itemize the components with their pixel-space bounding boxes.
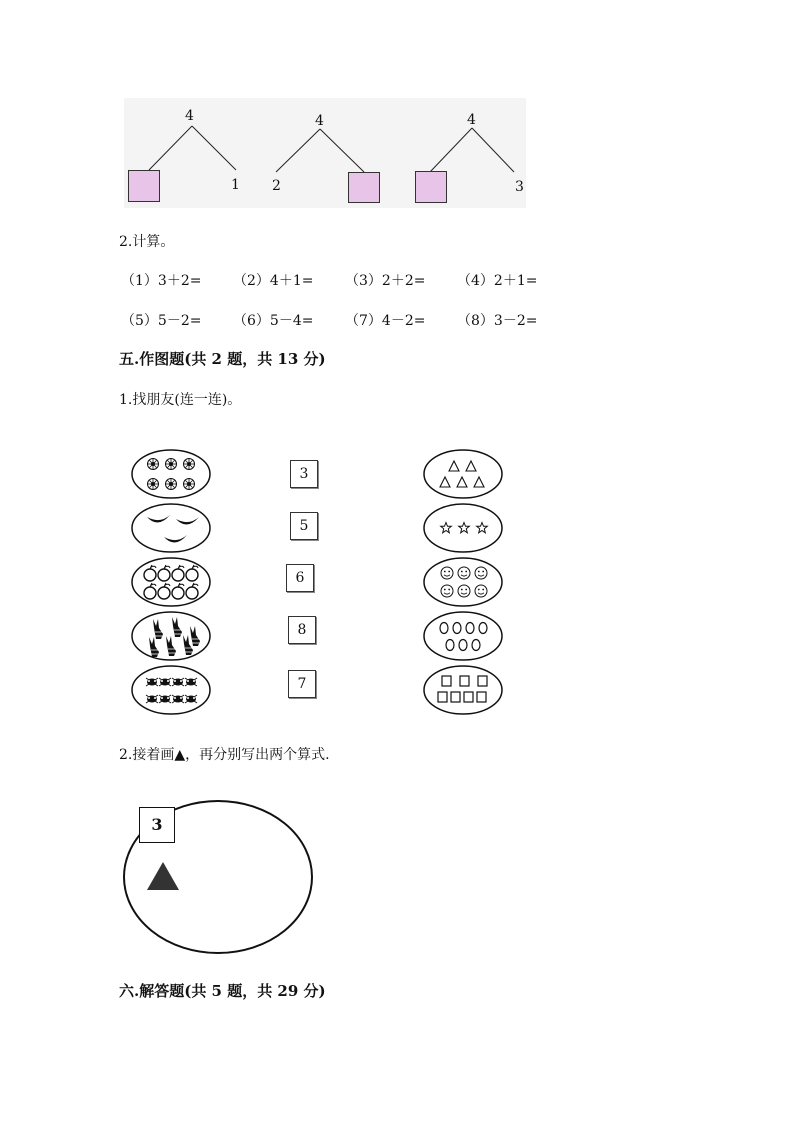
matching-area xyxy=(0,440,794,740)
right-oval-circles[interactable] xyxy=(424,612,502,660)
filled-triangle-icon xyxy=(147,862,179,890)
section-5-title: 五.作图题(共 2 题，共 13 分) xyxy=(119,350,326,368)
calc-item-5: （5）5－2= xyxy=(121,313,202,329)
calc-item-7: （7）4－2= xyxy=(345,313,426,329)
bond-2-left: 2 xyxy=(272,178,281,194)
left-oval-bananas[interactable] xyxy=(132,504,210,552)
right-oval-triangles[interactable] xyxy=(424,450,502,498)
bond-1-left-box[interactable] xyxy=(128,170,160,202)
calc-item-2: （2）4＋1= xyxy=(233,273,314,289)
q2-heading: 2.计算。 xyxy=(119,234,175,250)
left-oval-apples[interactable] xyxy=(132,558,210,606)
bond-1-top: 4 xyxy=(185,108,194,124)
left-oval-rabbits[interactable] xyxy=(132,612,210,660)
right-oval-squares[interactable] xyxy=(424,666,502,714)
number-box-8[interactable]: 8 xyxy=(288,616,316,644)
bond-3-left-box[interactable] xyxy=(415,171,447,203)
right-oval-stars[interactable] xyxy=(424,504,502,552)
section-5-q2: 2.接着画▲，再分别写出两个算式. xyxy=(119,747,330,763)
section-5-q1: 1.找朋友(连一连)。 xyxy=(119,392,242,408)
right-oval-smileys[interactable] xyxy=(424,558,502,606)
number-box-6[interactable]: 6 xyxy=(286,564,314,592)
bond-2-right-box[interactable] xyxy=(348,172,380,203)
calc-item-3: （3）2＋2= xyxy=(345,273,426,289)
calc-item-8: （8）3－2= xyxy=(457,313,538,329)
section-6-title: 六.解答题(共 5 题，共 29 分) xyxy=(119,982,326,1000)
bond-2-top: 4 xyxy=(315,113,324,129)
bond-3-right: 3 xyxy=(515,179,524,195)
bond-1-right: 1 xyxy=(231,177,240,193)
calc-item-4: （4）2＋1= xyxy=(457,273,538,289)
number-box-3[interactable]: 3 xyxy=(290,460,318,488)
left-oval-flowers[interactable] xyxy=(132,450,210,498)
left-oval-bugs[interactable] xyxy=(132,666,210,714)
number-box-7[interactable]: 7 xyxy=(288,670,316,698)
calc-item-6: （6）5－4= xyxy=(233,313,314,329)
count-box: 3 xyxy=(139,807,175,843)
bond-3-top: 4 xyxy=(467,112,476,128)
calc-item-1: （1）3＋2= xyxy=(121,273,202,289)
number-box-5[interactable]: 5 xyxy=(290,512,318,540)
